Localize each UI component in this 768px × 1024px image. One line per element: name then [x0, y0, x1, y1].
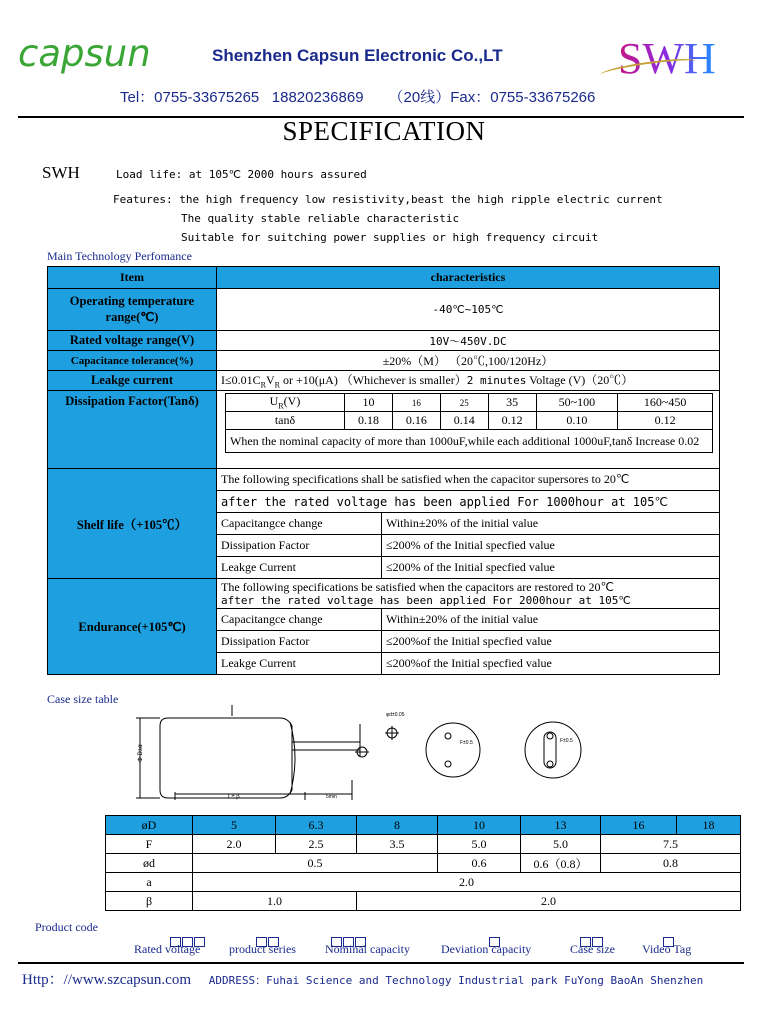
df-voltage-cell: 16 — [392, 394, 440, 412]
series-code: SWH — [42, 163, 80, 182]
case-size-table — [105, 815, 741, 911]
code-item-video-tag: Video Tag — [642, 942, 692, 956]
endurance-row-value: ≤200%of the Initial specfied value — [382, 631, 720, 653]
code-item-nominal-capacity: Nominal capacity — [325, 942, 410, 956]
endurance-intro-1: The following specifications be satisfied when the capacitors are restored to 20℃ — [221, 579, 615, 594]
df-cell — [217, 391, 720, 469]
shelf-row-value: Within±20% of the initial value — [382, 513, 720, 535]
shelf-intro-2: after the rated voltage has been applied For 1000hour at 105℃ — [217, 491, 720, 513]
df-tan-cell: 0.18 — [345, 412, 393, 430]
code-item-case-size: Case size — [570, 942, 615, 956]
company-name: Shenzhen Capsun Electronic Co.,LT — [212, 46, 503, 65]
main-performance-label: Main Technology Perfomance — [47, 249, 192, 263]
shelf-row-key: Leakge Current — [217, 557, 382, 579]
pitch-label-1: F±0.5 — [460, 740, 473, 746]
rated-voltage-label: Rated voltage range(V) — [48, 331, 217, 351]
leak-sub-cr: R — [260, 380, 266, 390]
leak-text-minutes: 2 minutes — [466, 374, 527, 388]
row-label-od: øD — [106, 816, 193, 835]
leak-text-a: I≤0.01C — [221, 373, 261, 388]
od-cell: 5 — [193, 816, 276, 835]
features-line-2: The quality stable reliable characteristic — [181, 212, 460, 225]
load-life-text: Load life: at 105℃ 2000 hours assured — [116, 168, 367, 181]
df-label: Dissipation Factor(Tanδ) — [48, 391, 217, 469]
pitch-label-2: F±0.5 — [560, 738, 573, 744]
diameter-dim-label: Φ D±α — [138, 744, 144, 762]
code-item-rated-voltage: Rated voltage — [134, 942, 201, 956]
lead-view-small — [426, 723, 480, 777]
length-dim-label: L± β — [228, 794, 240, 800]
leak-sub-vr: R — [274, 380, 280, 390]
endurance-row-value: ≤200%of the Initial specfied value — [382, 653, 720, 675]
df-voltage-cell: 160~450 — [618, 394, 713, 412]
f-cell: 2.0 — [193, 835, 276, 854]
capsun-logo: capsun — [18, 32, 151, 75]
f-cell: 3.5 — [357, 835, 438, 854]
swh-brand-logo: SWH — [618, 34, 716, 83]
endurance-intro-2: after the rated voltage has been applied For 2000hour at 105℃ — [221, 593, 631, 607]
shelf-intro-1: The following specifications shall be satisfied when the capacitor supersores to 20℃ — [217, 469, 720, 491]
df-ur-label: $U_R(V)$ — [226, 394, 345, 412]
op-temp-label: Operating temperature range(℃) — [48, 289, 217, 331]
page-title: SPECIFICATION — [282, 116, 486, 146]
endurance-label: Endurance(+105℃) — [48, 579, 217, 675]
b-cell: 1.0 — [193, 892, 357, 911]
shelf-row-value: ≤200% of the Initial specfied value — [382, 557, 720, 579]
df-tan-cell: 0.12 — [618, 412, 713, 430]
shelf-row-key: Capacitangce change — [217, 513, 382, 535]
leakage-value — [217, 371, 720, 391]
df-voltage-cell: 25 — [440, 394, 488, 412]
spec-table — [47, 266, 720, 675]
df-tan-cell: 0.10 — [536, 412, 618, 430]
leakage-label: Leakge current — [48, 371, 217, 391]
endurance-row-key: Dissipation Factor — [217, 631, 382, 653]
d-cell: 0.5 — [193, 854, 438, 873]
a-cell: 2.0 — [193, 873, 741, 892]
shelf-row-key: Dissipation Factor — [217, 535, 382, 557]
df-tan-cell: 0.12 — [488, 412, 536, 430]
product-code-label: Product code — [35, 920, 98, 934]
footer — [22, 968, 703, 989]
shelf-row-value: ≤200% of the Initial specfied value — [382, 535, 720, 557]
row-label-b: β — [106, 892, 193, 911]
endurance-row-value: Within±20% of the initial value — [382, 609, 720, 631]
capacitor-drawing — [130, 700, 600, 810]
f-cell: 7.5 — [601, 835, 741, 854]
lead-length-label: 5min — [326, 794, 337, 800]
lead-view-large — [525, 722, 581, 778]
leak-text-v: V — [265, 373, 275, 388]
b-cell: 2.0 — [357, 892, 741, 911]
od-cell: 13 — [521, 816, 601, 835]
od-cell: 16 — [601, 816, 677, 835]
header-item: Item — [48, 267, 217, 289]
lead-dia-label: φd±0.05 — [386, 712, 405, 718]
df-tan-label: tanδ — [226, 412, 345, 430]
od-cell: 18 — [677, 816, 741, 835]
header-characteristics: characteristics — [217, 267, 720, 289]
code-item-product-series: product series — [229, 942, 296, 956]
d-cell: 0.6 — [438, 854, 521, 873]
d-cell: 0.8 — [601, 854, 741, 873]
shelf-life-label: Shelf life（+105℃） — [48, 469, 217, 579]
d-cell: 0.6（0.8） — [521, 854, 601, 873]
od-cell: 10 — [438, 816, 521, 835]
df-voltage-cell: 35 — [488, 394, 536, 412]
cap-tolerance-label: Capacitance tolerance(%) — [48, 351, 217, 371]
df-subtable — [225, 393, 713, 453]
case-size-label: Case size table — [47, 692, 119, 706]
row-label-a: a — [106, 873, 193, 892]
rated-voltage-value: 10V～450V.DC — [217, 331, 720, 351]
code-item-deviation-capacity: Deviation capacity — [441, 942, 532, 956]
df-voltage-cell: 10 — [345, 394, 393, 412]
endurance-row-key: Leakge Current — [217, 653, 382, 675]
op-temp-value: -40℃~105℃ — [217, 289, 720, 331]
capacitor-body — [160, 718, 292, 798]
od-cell: 8 — [357, 816, 438, 835]
features-line-1: Features: the high frequency low resistivity,beast the high ripple electric current — [113, 193, 663, 206]
df-voltage-cell: 50~100 — [536, 394, 618, 412]
cap-tolerance-value: ±20%（M） （20℃,100/120Hz） — [217, 351, 720, 371]
website-link[interactable]: www.szcapsun.com — [72, 972, 192, 988]
footer-http: Http：// — [22, 972, 73, 988]
features-line-3: Suitable for suitching power supplies or high frequency circuit — [181, 231, 599, 244]
df-tan-cell: 0.16 — [392, 412, 440, 430]
df-note: When the nominal capacity of more than 1000uF,while each additional 1000uF,tanδ Increase 0.02 — [226, 430, 713, 453]
f-cell: 5.0 — [438, 835, 521, 854]
footer-divider — [18, 962, 744, 964]
f-cell: 5.0 — [521, 835, 601, 854]
contact-line: Tel：0755-33675265 18820236869 （20线）Fax：0755-33675266 — [120, 89, 596, 106]
endurance-row-key: Capacitangce change — [217, 609, 382, 631]
df-tan-cell: 0.14 — [440, 412, 488, 430]
endurance-intro — [217, 579, 720, 609]
f-cell: 2.5 — [276, 835, 357, 854]
od-cell: 6.3 — [276, 816, 357, 835]
leak-text-g: Voltage (V)（20℃） — [526, 373, 634, 388]
row-label-f: F — [106, 835, 193, 854]
row-label-d: ød — [106, 854, 193, 873]
footer-address: ADDRESS：Fuhai Science and Technology Industrial park FuYong BaoAn Shenzhen — [208, 974, 704, 987]
leak-text-e: or +10(μA) （Whichever is smaller） — [279, 373, 467, 388]
